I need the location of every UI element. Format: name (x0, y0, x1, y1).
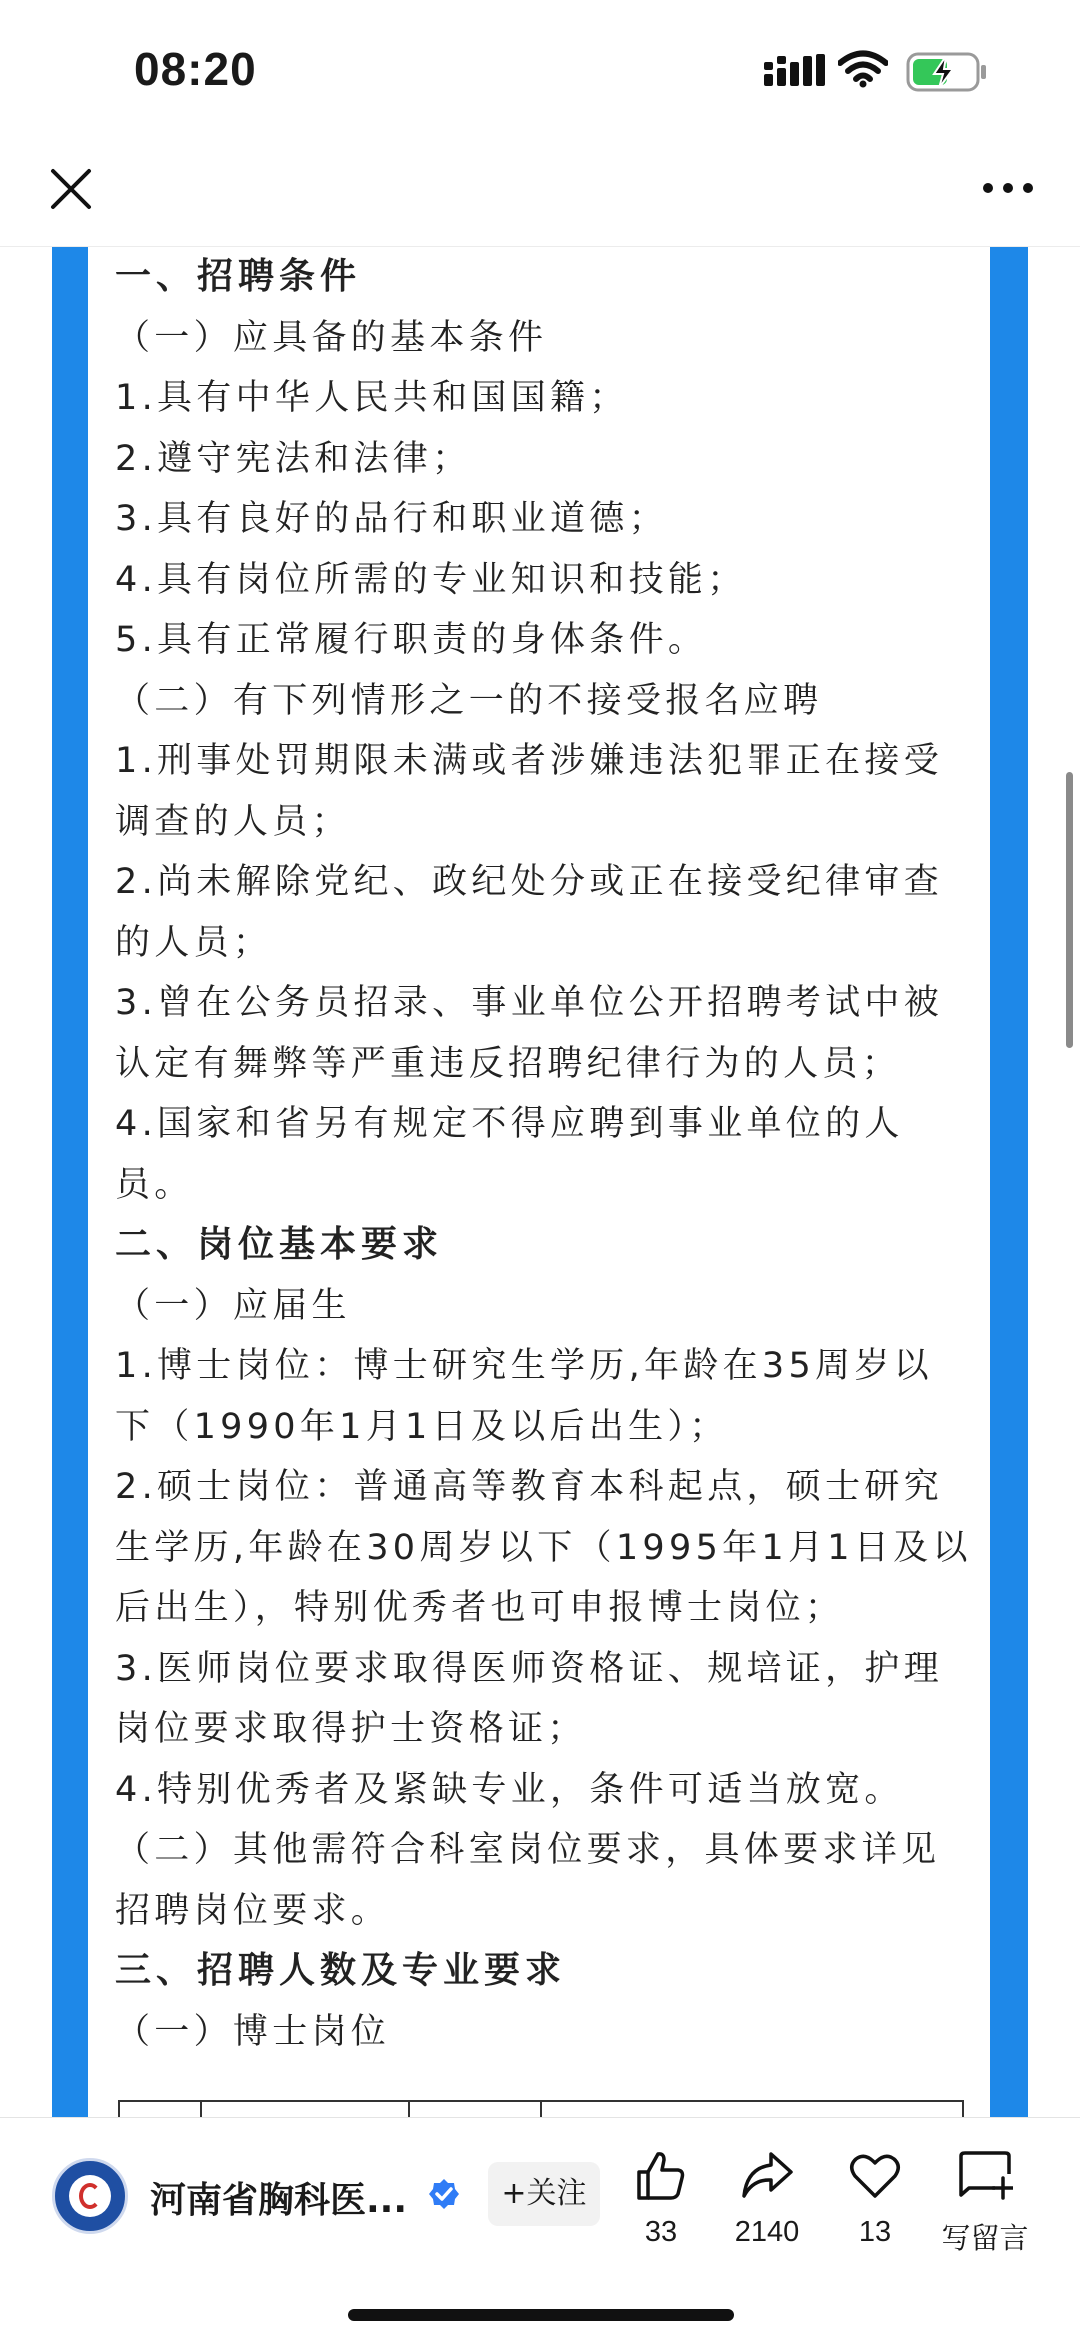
article-line: 2.尚未解除党纪、政纪处分或正在接受纪律审查 (115, 862, 943, 902)
article-line: 3.医师岗位要求取得医师资格证、规培证，护理 (115, 1648, 943, 1689)
article-line: （一）应届生 (115, 1285, 351, 1326)
article-line: 生学历,年龄在30周岁以下（1995年1月1日及以 (115, 1527, 972, 1568)
like-icon (633, 2148, 689, 2204)
article-line: 1.刑事处罚期限未满或者涉嫌违法犯罪正在接受 (115, 741, 943, 781)
article-line: 后出生），特别优秀者也可申报博士岗位； (115, 1588, 845, 1628)
close-icon[interactable] (48, 166, 94, 212)
article-line: 2.遵守宪法和法律； (115, 438, 472, 479)
section-heading: 一、招聘条件 (115, 256, 362, 297)
wifi-icon (838, 50, 888, 88)
heart-icon (847, 2148, 903, 2204)
like-button[interactable] (606, 2148, 716, 2249)
section-heading: 二、岗位基本要求 (115, 1224, 444, 1265)
verified-icon (428, 2178, 460, 2210)
share-button[interactable] (712, 2148, 822, 2249)
favorite-count: 13 (858, 2216, 892, 2248)
article-line: 调查的人员； (115, 801, 351, 842)
top-navigation (0, 140, 1080, 247)
like-count: 33 (644, 2216, 678, 2248)
follow-button[interactable]: +关注 (488, 2162, 600, 2226)
account-name[interactable]: 河南省胸科医... (150, 2180, 408, 2221)
comment-icon (957, 2148, 1013, 2204)
article-line: 4.具有岗位所需的专业知识和技能； (115, 559, 747, 600)
article-line: 下（1990年1月1日及以后出生）； (115, 1406, 729, 1447)
article-line: （二）其他需符合科室岗位要求，具体要求详见 (115, 1830, 941, 1870)
article-line: 岗位要求取得护士资格证； (115, 1709, 587, 1749)
article-body (0, 247, 1080, 2117)
article-line: 认定有舞弊等严重违反招聘纪律行为的人员； (115, 1043, 902, 1084)
article-line: 员。 (115, 1164, 194, 1205)
recruitment-table (118, 2100, 964, 2117)
signal-icon (764, 54, 826, 86)
article-line: （一）应具备的基本条件 (115, 317, 548, 358)
blue-border-left (52, 247, 88, 2117)
comment-button[interactable] (930, 2148, 1040, 2257)
blue-border-right (990, 247, 1028, 2117)
article-line: 4.特别优秀者及紧缺专业，条件可适当放宽。 (115, 1769, 904, 1810)
scrollbar[interactable] (1066, 772, 1073, 1048)
article-line: 2.硕士岗位：普通高等教育本科起点，硕士研究 (115, 1467, 943, 1507)
article-line: 1.博士岗位：博士研究生学历,年龄在35周岁以 (115, 1346, 933, 1386)
status-time: 08:20 (134, 43, 257, 95)
battery-charging-icon (906, 52, 988, 92)
home-indicator[interactable] (348, 2309, 734, 2321)
article-line: 5.具有正常履行职责的身体条件。 (115, 620, 708, 660)
status-bar (0, 0, 1080, 140)
share-icon (739, 2148, 795, 2204)
account-avatar[interactable] (52, 2158, 128, 2234)
article-line: 3.具有良好的品行和职业道德； (115, 499, 668, 539)
article-line: 3.曾在公务员招录、事业单位公开招聘考试中被 (115, 983, 943, 1023)
article-line: 招聘岗位要求。 (115, 1890, 391, 1931)
article-line: （一）博士岗位 (115, 2011, 391, 2052)
article-text (115, 247, 970, 2062)
comment-label: 写留言 (941, 2223, 1029, 2255)
more-icon[interactable] (980, 170, 1036, 206)
article-line: 1.具有中华人民共和国国籍； (115, 378, 629, 418)
section-heading: 三、招聘人数及专业要求 (115, 1950, 567, 1991)
article-line: 的人员； (115, 922, 273, 963)
article-line: （二）有下列情形之一的不接受报名应聘 (115, 680, 823, 721)
favorite-button[interactable] (820, 2148, 930, 2249)
share-count: 2140 (734, 2216, 800, 2248)
article-line: 4.国家和省另有规定不得应聘到事业单位的人 (115, 1104, 904, 1144)
